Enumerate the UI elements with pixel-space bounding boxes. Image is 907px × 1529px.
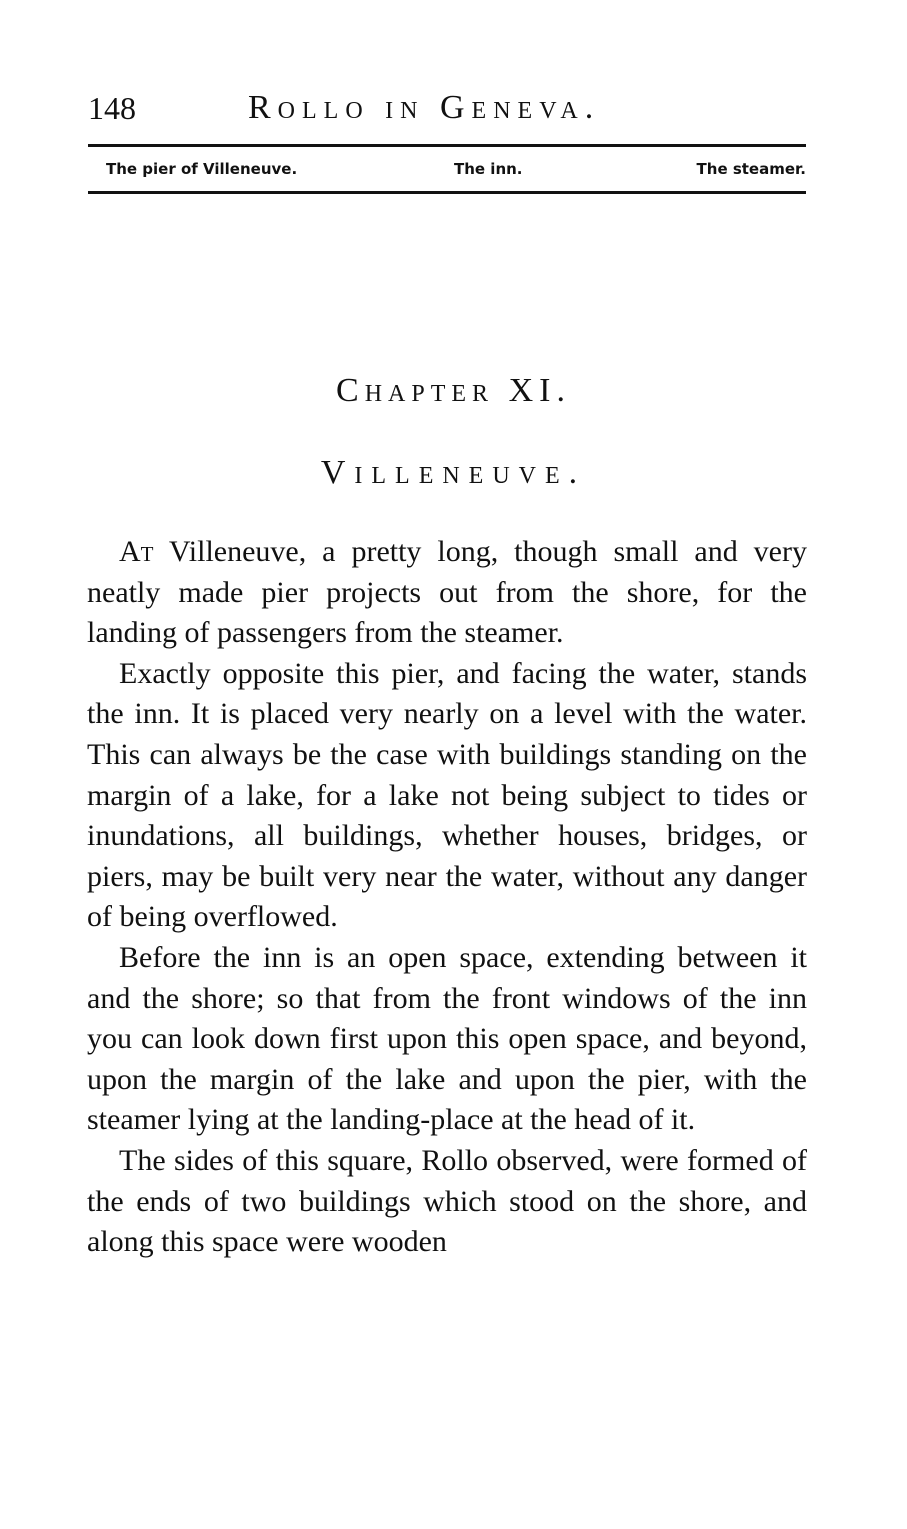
paragraph-text: Villeneuve, a pretty long, though small and very neatly made pier projects out from the shore, for the landing of passengers from the steamer.	[87, 535, 807, 650]
paragraph	[87, 532, 807, 654]
paragraph: Before the inn is an open space, extending between it and the shore; so that from the front windows of the inn you can look down first upon this open space, and beyond, upon the margin of the lake and upon the pier, with the steamer lying at the landing-place at the head of it.	[87, 940, 807, 1137]
topic-inn: The inn.	[454, 160, 523, 178]
book-title: Rollo in Geneva.	[248, 89, 601, 126]
page-number: 148	[88, 90, 136, 126]
paragraph: The sides of this square, Rollo observed, were formed of the ends of two buildings which stood on the shore, and along this space were wooden	[87, 1143, 807, 1259]
header-rule-bottom	[88, 191, 806, 194]
topic-pier: The pier of Villeneuve.	[106, 160, 298, 178]
running-head	[88, 86, 808, 130]
chapter-heading: Chapter XI.	[336, 372, 571, 409]
chapter-title: Villeneuve.	[320, 454, 587, 491]
body-text	[87, 532, 807, 1263]
paragraph-lead-word: At	[119, 535, 154, 568]
topic-line	[88, 154, 806, 184]
paragraph: Exactly opposite this pier, and facing the water, stands the inn. It is placed very nearly on a level with the water. This can always be the case with buildings standing on the margin of a lake, for a lake not being subject to tides or inundations, all buildings, whether houses, bridges, or piers, may be built very near the water, without any danger of being overflowed.	[87, 656, 807, 934]
header-rule-top	[88, 144, 806, 147]
topic-steamer: The steamer.	[696, 160, 806, 178]
